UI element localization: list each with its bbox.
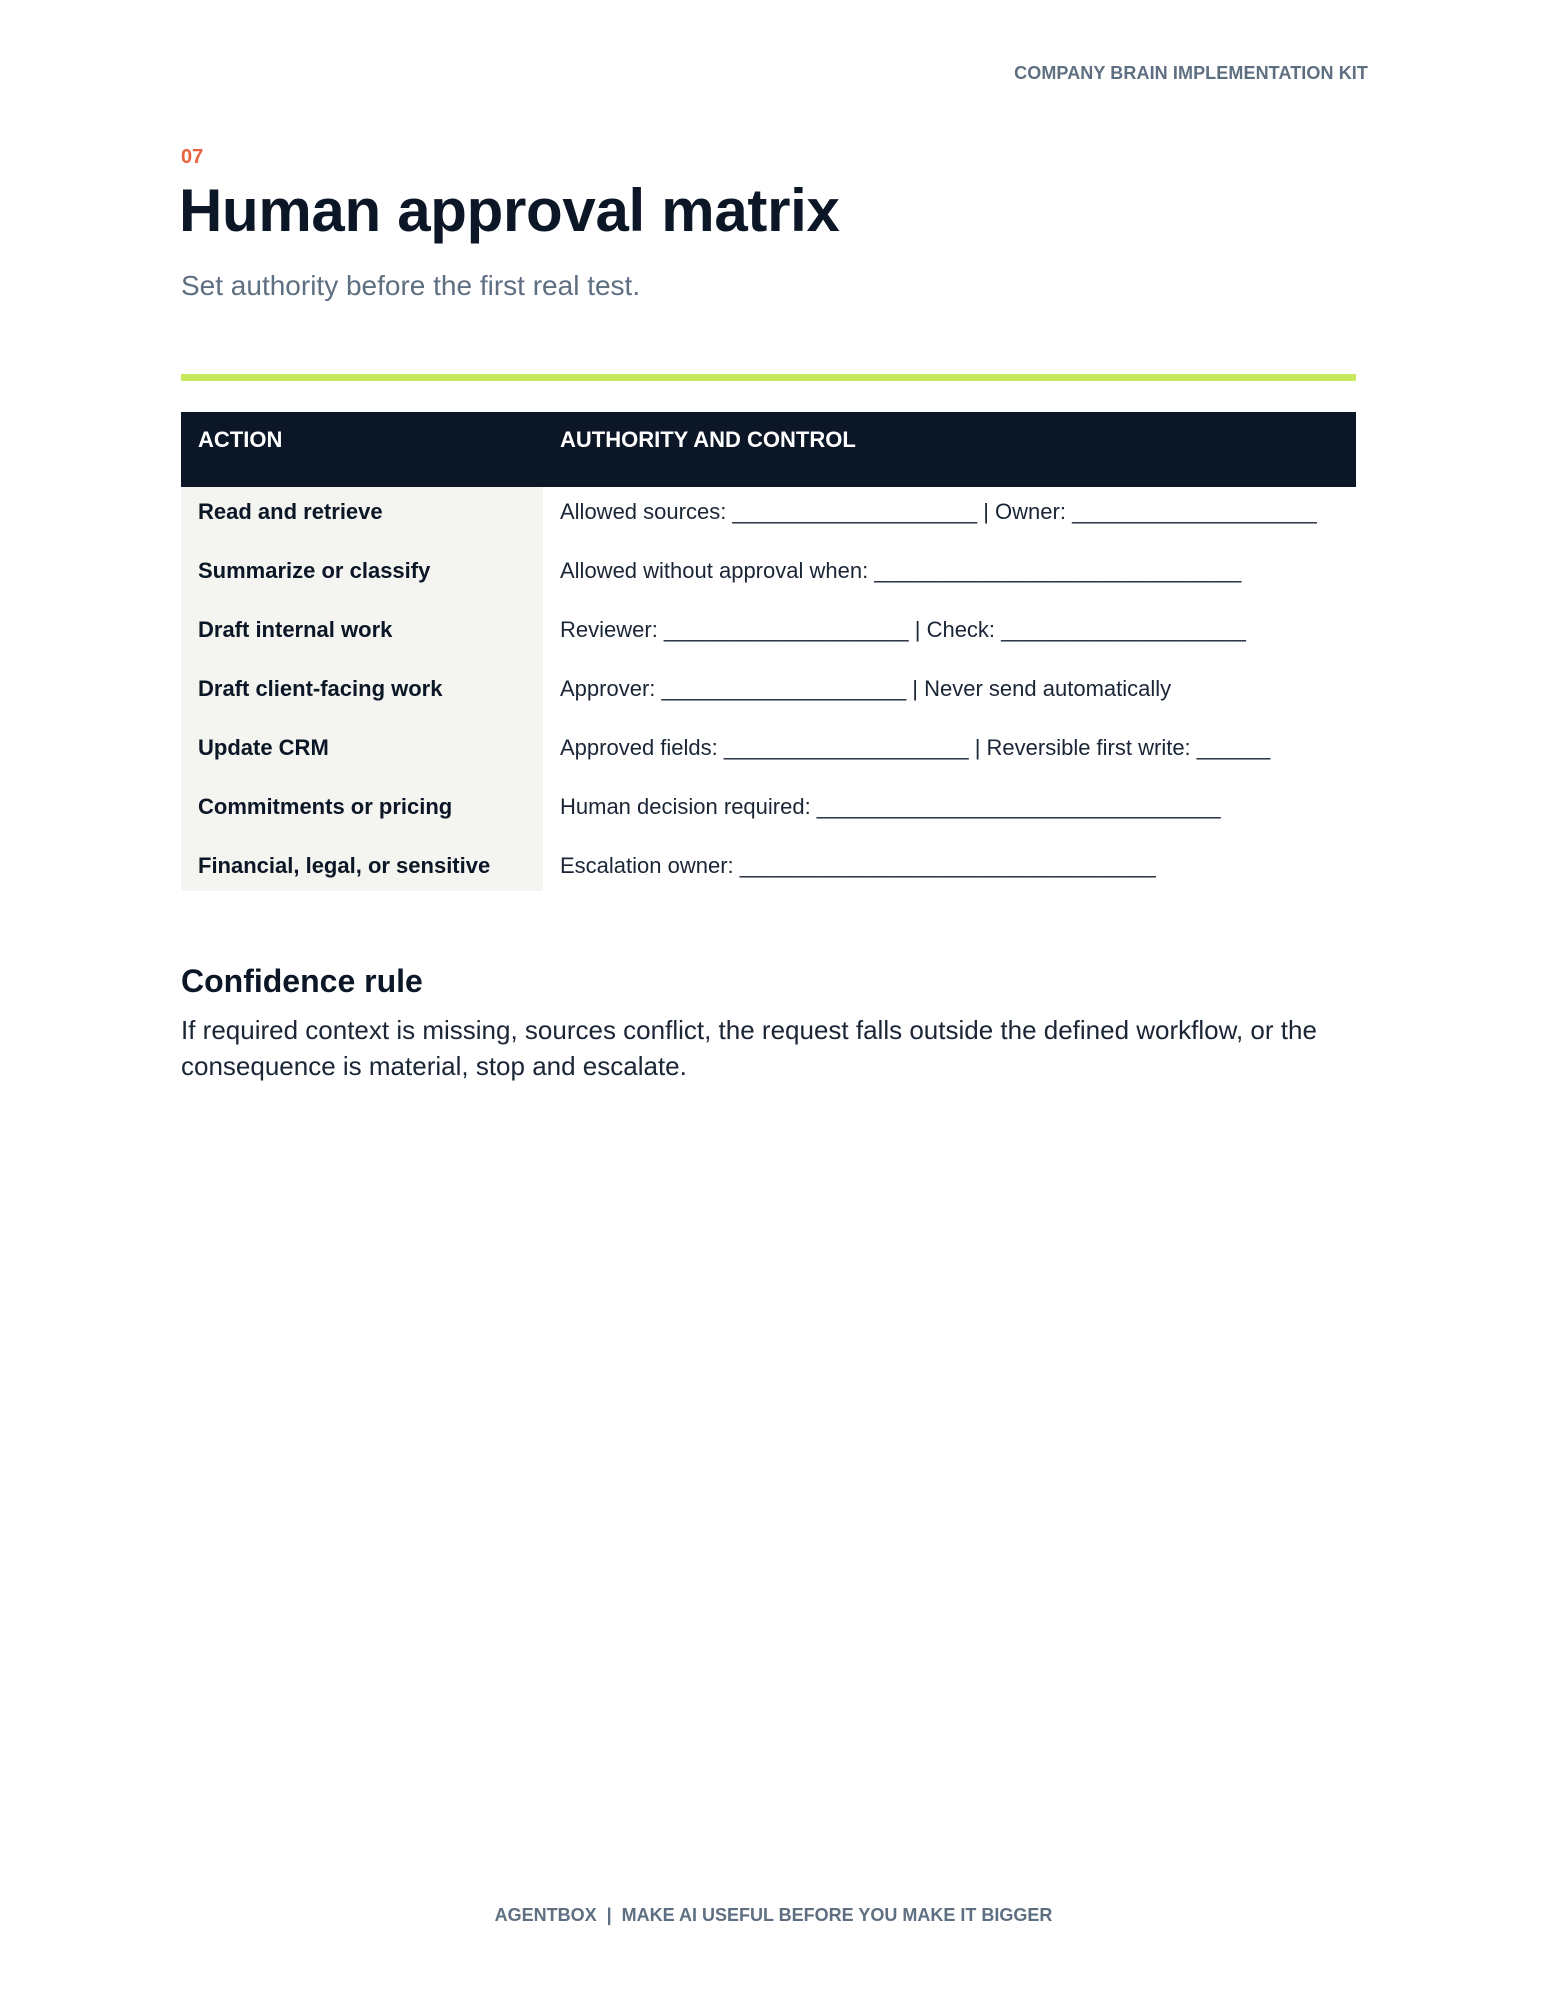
approval-matrix-table [181, 412, 1356, 891]
page-title: Human approval matrix [179, 177, 840, 244]
footer-brand: AGENTBOX [494, 1905, 597, 1925]
action-cell: Read and retrieve [181, 487, 543, 546]
footer-separator: | [606, 1905, 612, 1925]
page-footer [0, 1905, 1547, 1926]
action-cell: Draft internal work [181, 605, 543, 664]
column-header-action: ACTION [198, 427, 283, 452]
table-header-row [181, 412, 1356, 487]
table-row [181, 782, 1356, 841]
page-subtitle: Set authority before the first real test. [181, 270, 641, 301]
authority-cell: Human decision required: _________________________________ [560, 794, 1221, 819]
authority-cell: Allowed sources: ____________________ | Owner: ____________________ [560, 499, 1317, 524]
confidence-rule-heading: Confidence rule [181, 963, 423, 999]
confidence-rule-body: If required context is missing, sources conflict, the request falls outside the defined workflow, or the consequence is material, stop and escalate. [181, 1015, 1317, 1081]
action-cell: Draft client-facing work [181, 664, 543, 723]
section-number: 07 [181, 146, 204, 168]
action-cell: Commitments or pricing [181, 782, 543, 841]
footer-tagline: MAKE AI USEFUL BEFORE YOU MAKE IT BIGGER [621, 1905, 1053, 1925]
table-row [181, 605, 1356, 664]
table-row [181, 664, 1356, 723]
table-row [181, 723, 1356, 782]
accent-divider [181, 374, 1356, 381]
table-row [181, 841, 1356, 891]
authority-cell: Reviewer: ____________________ | Check: ____________________ [560, 617, 1246, 642]
authority-cell: Allowed without approval when: ______________________________ [560, 558, 1242, 583]
table-row [181, 487, 1356, 546]
authority-cell: Approved fields: ____________________ | Reversible first write: ______ [560, 735, 1271, 760]
action-cell: Financial, legal, or sensitive [181, 841, 543, 891]
authority-cell: Approver: ____________________ | Never send automatically [560, 676, 1172, 701]
action-cell: Update CRM [181, 723, 543, 782]
authority-cell: Escalation owner: __________________________________ [560, 853, 1156, 878]
running-header: COMPANY BRAIN IMPLEMENTATION KIT [1014, 63, 1368, 83]
table-row [181, 546, 1356, 605]
column-header-authority: AUTHORITY AND CONTROL [560, 427, 856, 452]
action-cell: Summarize or classify [181, 546, 543, 605]
